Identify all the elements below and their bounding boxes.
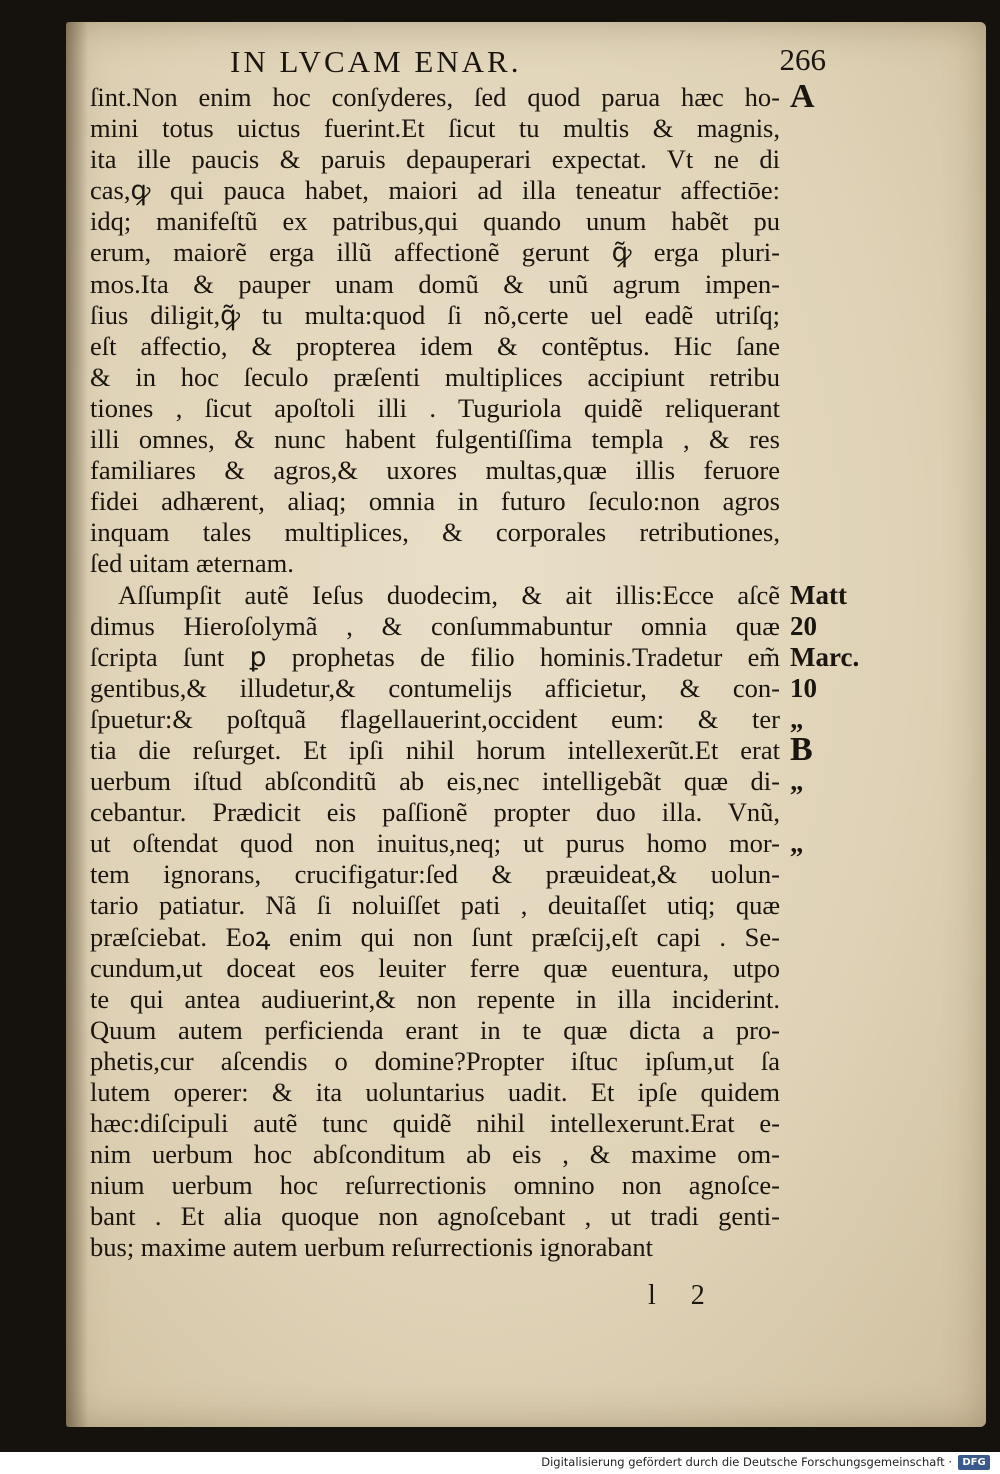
text-line: mini totus uictus fuerint.Et ſicut tu multis & magnis,	[90, 113, 780, 144]
text-line: mos.Ita & pauper unam domũ & unũ agrum impen-	[90, 268, 780, 299]
text-line: ſint.Non enim hoc conſyderes, ſed quod parua hæc ho-	[90, 82, 780, 112]
text-line: ſpuetur:& poſtquã flagellauerint,occident eum: & ter	[90, 703, 780, 734]
text-line: & in hoc ſeculo præſenti multiplices accipiunt retribu	[90, 361, 780, 392]
text-line: præſciebat. Eoꝝ enim qui non ſunt præſcij,eſt capi . Se-	[90, 921, 780, 952]
text-line: ſed uitam æternam.	[90, 548, 294, 579]
book-page	[66, 22, 986, 1427]
text-line: tem ignorans, crucifigatur:ſed & præuideat,& uolun-	[90, 859, 780, 890]
margin-note: „	[790, 766, 804, 797]
text-line: cas,ꝙ qui pauca habet, maiori ad illa teneatur affectiōe:	[90, 175, 780, 206]
text-line: bant . Et alia quoque non agnoſcebant , ut tradi genti-	[90, 1201, 780, 1232]
text-line: te qui antea audiuerint,& non repente in illa inciderint.	[90, 983, 780, 1014]
text-line: inquam tales multiplices, & corporales retributiones,	[90, 517, 780, 548]
signature-mark: l 2	[648, 1280, 719, 1311]
margin-note: 20	[790, 610, 817, 641]
text-line: cebantur. Prædicit eis paſſionẽ propter duo illa. Vnũ,	[90, 797, 780, 828]
footer-bar	[0, 1452, 1000, 1474]
text-line: hæc:diſcipuli autẽ tunc quidẽ nihil intellexerunt.Erat e-	[90, 1108, 780, 1139]
margin-note: 10	[790, 672, 817, 703]
text-line: tario patiatur. Nã ſi noluiſſet pati , deuitaſſet utiq; quæ	[90, 890, 780, 921]
margin-note: Matt	[790, 579, 847, 610]
text-line: tiones , ſicut apoſtoli illi . Tuguriola quidẽ reliquerant	[90, 392, 780, 423]
text-line: ut oſtendat quod non inuitus,neq; ut purus homo mor-	[90, 828, 780, 859]
text-line: phetis,cur aſcendis o domine?Propter iſtuc ipſum,ut ſa	[90, 1045, 780, 1076]
text-line: ſius diligit,ꝙ̃ tu multa:quod ſi nõ,certe uel eadẽ utriſq;	[90, 299, 780, 330]
footer-credit: Digitalisierung gefördert durch die Deutsche Forschungsgemeinschaft ·	[541, 1455, 952, 1469]
text-line: idq; manifeſtũ ex patribus,qui quando unum habẽt pu	[90, 206, 780, 237]
margin-note: Marc.	[790, 641, 860, 672]
text-line: gentibus,& illudetur,& contumelijs afficietur, & con-	[90, 672, 780, 703]
margin-note: „	[790, 828, 804, 859]
text-line: ita ille paucis & paruis depauperari expectat. Vt ne di	[90, 144, 780, 175]
text-line: fidei adhærent, aliaq; omnia in futuro ſeculo:non agros	[90, 486, 780, 517]
text-line: lutem operer: & ita uoluntarius uadit. Et ipſe quidem	[90, 1077, 780, 1107]
text-line: Quum autem perficienda erant in te quæ dicta a pro-	[90, 1014, 780, 1045]
text-line: bus; maxime autem uerbum reſurrectionis ignorabant	[90, 1232, 653, 1263]
text-line: eſt affectio, & propterea idem & contẽptus. Hic ſane	[90, 330, 780, 361]
page-number: 266	[779, 42, 826, 77]
text-line: familiares & agros,& uxores multas,quæ illis feruore	[90, 455, 780, 486]
text-line: nim uerbum hoc abſconditum ab eis , & maxime om-	[90, 1139, 780, 1170]
text-line: erum, maiorẽ erga illũ affectionẽ gerunt ꝙ̃ erga pluri-	[90, 237, 780, 268]
text-line: uerbum iſtud abſconditũ ab eis,nec intelligebãt quæ di-	[90, 766, 780, 797]
dfg-logo: DFG	[958, 1455, 990, 1470]
text-line: Aſſumpſit autẽ Ieſus duodecim, & ait illis:Ecce aſcẽ	[118, 579, 780, 610]
margin-note: A	[790, 78, 815, 115]
text-line: illi omnes, & nunc habent fulgentiſſima templa , & res	[90, 424, 780, 455]
text-line: ſcripta ſunt ꝑ prophetas de filio hominis.Tradetur em̃	[90, 641, 780, 672]
body-text	[90, 82, 780, 1264]
margin-note: „	[790, 704, 804, 734]
text-line: nium uerbum hoc reſurrectionis omnino non agnoſce-	[90, 1170, 780, 1201]
margin-note: B	[790, 731, 813, 769]
running-head-title: IN LVCAM ENAR.	[230, 44, 522, 79]
text-line: dimus Hieroſolymã , & conſummabuntur omnia quæ	[90, 610, 780, 641]
text-line: cundum,ut doceat eos leuiter ferre quæ euentura, utpo	[90, 952, 780, 983]
text-line: tia die reſurget. Et ipſi nihil horum intellexerũt.Et erat	[90, 734, 780, 765]
